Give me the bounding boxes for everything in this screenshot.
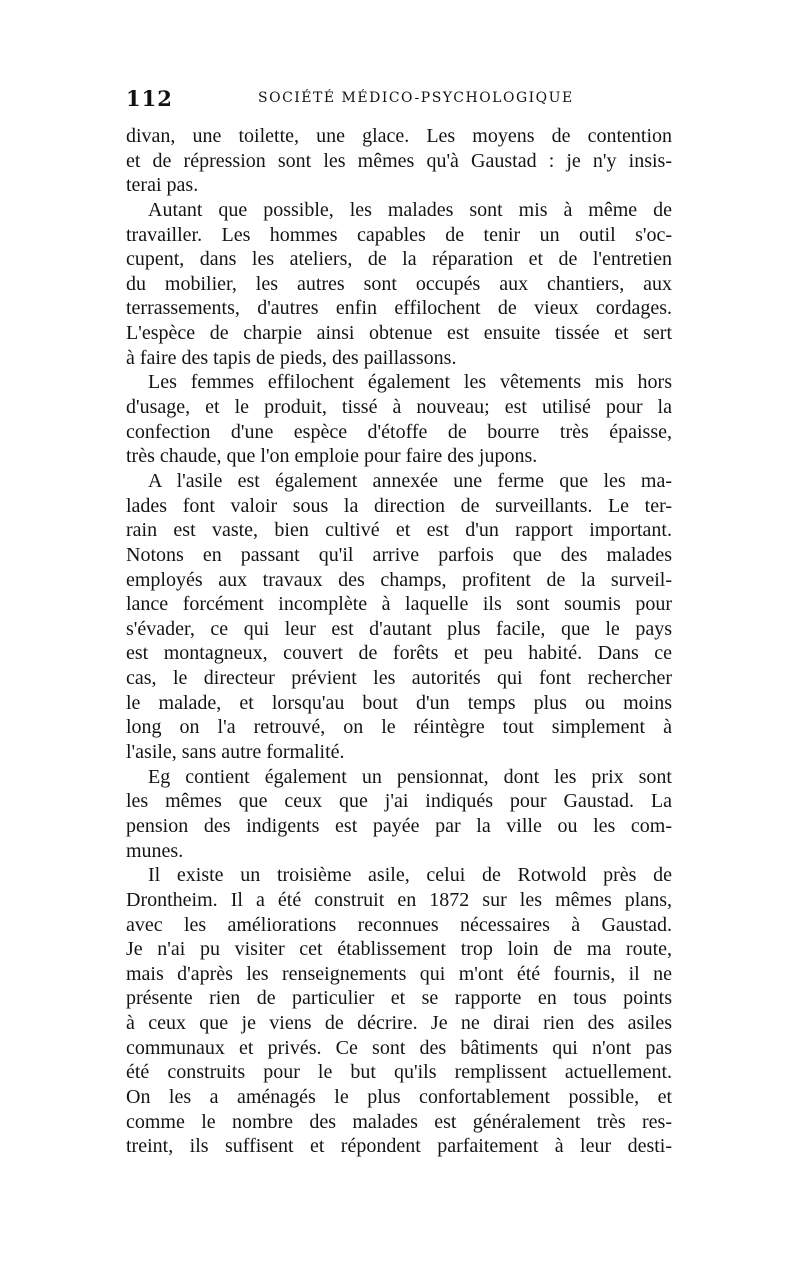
text-line: munes. <box>126 839 184 862</box>
text-line: L'espèce de charpie ainsi obtenue est ensuite tissée et sert <box>126 322 672 345</box>
page-number: 112 <box>126 86 173 111</box>
text-line: avec les améliorations reconnues nécessaires à Gaustad. <box>126 913 672 936</box>
text-line: Il existe un troisième asile, celui de Rotwold près de <box>148 864 672 887</box>
text-line: s'évader, ce qui leur est d'autant plus facile, que le pays <box>126 617 672 640</box>
text-line: lance forcément incomplète à laquelle ils sont soumis pour <box>126 593 672 616</box>
text-line: travailler. Les hommes capables de tenir un outil s'oc- <box>126 223 672 246</box>
text-line: Autant que possible, les malades sont mis à même de <box>148 198 672 221</box>
text-line: du mobilier, les autres sont occupés aux chantiers, aux <box>126 272 672 295</box>
text-line: comme le nombre des malades est généralement très res- <box>126 1110 672 1133</box>
text-line: terrassements, d'autres enfin effilochent de vieux cordages. <box>126 297 672 320</box>
text-line: été construits pour le but qu'ils remplissent actuellement. <box>126 1061 672 1084</box>
text-line: le malade, et lorsqu'au bout d'un temps plus ou moins <box>126 691 672 714</box>
text-line: les mêmes que ceux que j'ai indiqués pour Gaustad. La <box>126 790 672 813</box>
text-line: On les a aménagés le plus confortablement possible, et <box>126 1085 672 1108</box>
running-title: SOCIÉTÉ MÉDICO-PSYCHOLOGIQUE <box>258 90 574 106</box>
text-line: à ceux que je viens de décrire. Je ne dirai rien des asiles <box>126 1012 672 1035</box>
text-line: l'asile, sans autre formalité. <box>126 741 345 764</box>
text-line: présente rien de particulier et se rapporte en tous points <box>126 987 672 1010</box>
text-line: treint, ils suffisent et répondent parfaitement à leur desti- <box>126 1135 672 1158</box>
text-line: à faire des tapis de pieds, des paillassons. <box>126 346 457 369</box>
page-header <box>126 86 672 116</box>
text-line: Notons en passant qu'il arrive parfois que des malades <box>126 543 672 566</box>
text-line: pension des indigents est payée par la ville ou les com- <box>126 814 672 837</box>
text-line: mais d'après les renseignements qui m'ont été fournis, il ne <box>126 962 672 985</box>
text-line: est montagneux, couvert de forêts et peu habité. Dans ce <box>126 642 672 665</box>
text-line: cas, le directeur prévient les autorités qui font rechercher <box>126 667 672 690</box>
text-line: terai pas. <box>126 174 199 197</box>
text-line: rain est vaste, bien cultivé et est d'un rapport important. <box>126 519 672 542</box>
text-line: Eg contient également un pensionnat, dont les prix sont <box>148 765 672 788</box>
text-line: employés aux travaux des champs, profitent de la surveil- <box>126 568 672 591</box>
text-line: A l'asile est également annexée une ferme que les ma- <box>148 469 672 492</box>
text-line: confection d'une espèce d'étoffe de bourre très épaisse, <box>126 420 672 443</box>
text-line: Les femmes effilochent également les vêtements mis hors <box>148 371 672 394</box>
text-line: lades font valoir sous la direction de surveillants. Le ter- <box>126 494 672 517</box>
text-line: divan, une toilette, une glace. Les moyens de contention <box>126 125 672 147</box>
body-text <box>126 124 672 1159</box>
text-line: communaux et privés. Ce sont des bâtiments qui n'ont pas <box>126 1036 672 1059</box>
text-line: Je n'ai pu visiter cet établissement trop loin de ma route, <box>126 938 672 961</box>
text-line: d'usage, et le produit, tissé à nouveau; est utilisé pour la <box>126 396 672 419</box>
text-line: long on l'a retrouvé, on le réintègre tout simplement à <box>126 716 672 739</box>
text-line: très chaude, que l'on emploie pour faire des jupons. <box>126 445 538 468</box>
text-line: Drontheim. Il a été construit en 1872 sur les mêmes plans, <box>126 888 672 911</box>
text-line: et de répression sont les mêmes qu'à Gaustad : je n'y insis- <box>126 149 672 172</box>
text-line: cupent, dans les ateliers, de la réparation et de l'entretien <box>126 248 672 271</box>
